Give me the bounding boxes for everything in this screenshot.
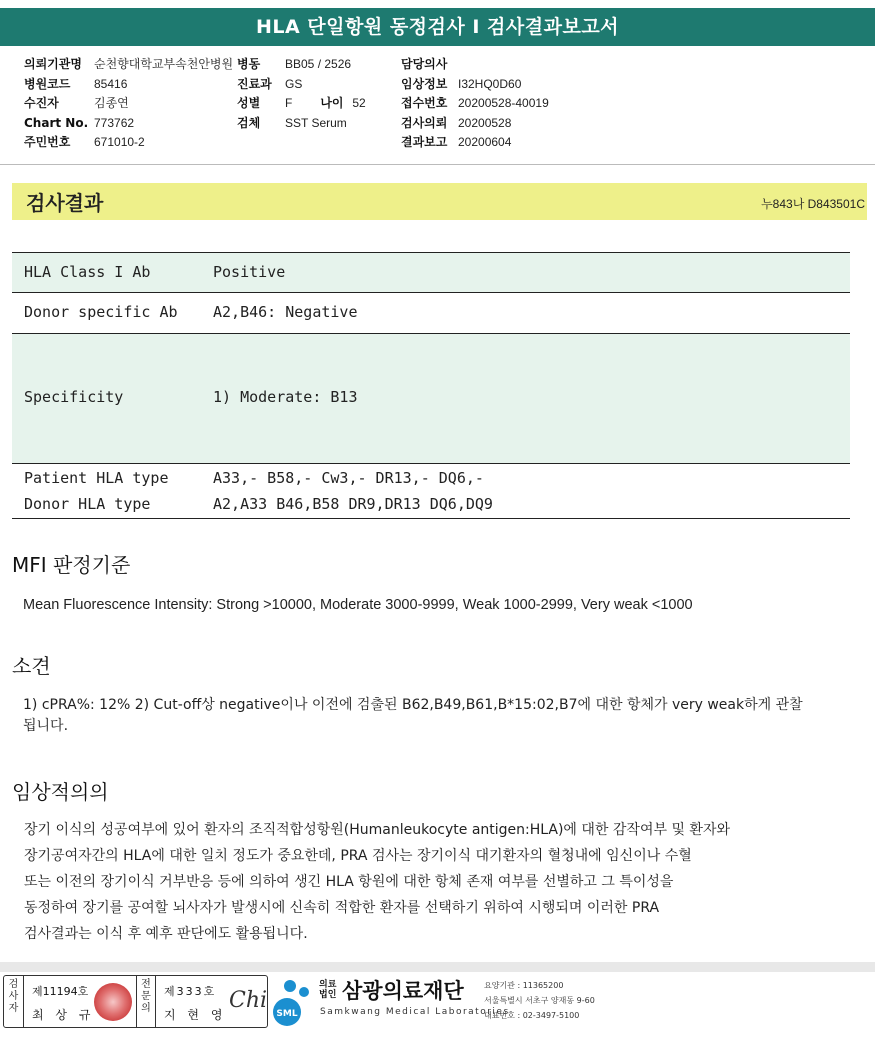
result-header-bar (12, 183, 867, 220)
table-bottom-border (12, 518, 850, 519)
company-info-line: 요양기관 : 11365200 (484, 981, 564, 990)
info-value: F (285, 96, 293, 110)
clinical-line: 동정하여 장기를 공여할 뇌사자가 발생시에 신속히 적합한 환자를 선택하기 위하여 시행되며 이러한 PRA (24, 900, 660, 916)
info-label: 결과보고 (401, 135, 448, 149)
signature-box (3, 975, 268, 1028)
row-value: A33,- B58,- Cw3,- DR13,- DQ6,- (213, 469, 484, 487)
row-value: Positive (213, 263, 286, 281)
mfi-heading: MFI 판정기준 (12, 553, 131, 577)
table-row (12, 292, 850, 333)
info-label: 임상정보 (401, 76, 448, 91)
info-value: 671010-2 (94, 135, 145, 149)
info-label: 검사의뢰 (401, 115, 448, 130)
divider (0, 164, 875, 165)
row-key: Donor specific Ab (24, 303, 178, 321)
seal-stamp (94, 983, 132, 1021)
footer-divider (0, 962, 875, 972)
specialist-label: 전문의 (136, 976, 156, 1027)
age-value: 52 (352, 96, 366, 110)
signature: Chi (229, 988, 268, 1013)
info-label: 성별 (237, 96, 261, 110)
specialist-name: 지 현 영 (164, 1008, 227, 1022)
info-value: GS (285, 76, 303, 91)
logo-small-text: 의료법인 (319, 980, 337, 1000)
mfi-text: Mean Fluorescence Intensity: Strong >10000, Moderate 3000-9999, Weak 1000-2999, Very weak <1000 (23, 597, 693, 613)
clinical-line: 장기 이식의 성공여부에 있어 환자의 조직적합성항원(Humanleukocyte antigen:HLA)에 대한 감작여부 및 환자와 (24, 822, 730, 838)
row-key: Donor HLA type (24, 495, 151, 513)
info-value: SST Serum (285, 115, 347, 130)
result-title: 검사결과 (26, 191, 104, 215)
row-value: A2,B46: Negative (213, 303, 358, 321)
info-label: 진료과 (237, 76, 272, 91)
info-value: 순천향대학교부속천안병원 (94, 57, 234, 71)
info-value: I32HQ0D60 (458, 76, 522, 91)
info-value: 20200528 (458, 115, 512, 130)
logo-mark-text: SML (276, 1009, 298, 1019)
clinical-line: 또는 이전의 장기이식 거부반응 등에 의하여 생긴 HLA 항원에 대한 항체 존재 여부를 선별하고 그 특이성을 (24, 874, 674, 890)
opinion-text-line2: 됩니다. (23, 718, 69, 734)
sml-logo-icon (272, 977, 316, 1027)
info-label: 접수번호 (401, 96, 448, 110)
row-key: Patient HLA type (24, 469, 169, 487)
logo-english: Samkwang Medical Laboratories (320, 1007, 510, 1017)
row-key: HLA Class I Ab (24, 263, 151, 281)
patient-info-col3 (401, 55, 549, 153)
inspector-name: 최 상 규 (32, 1008, 95, 1022)
clinical-heading: 임상적의의 (12, 780, 109, 804)
info-value: 85416 (94, 76, 128, 91)
info-label: 병동 (237, 57, 261, 71)
inspector-license: 제11194호 (32, 985, 89, 998)
info-value: BB05 / 2526 (285, 57, 352, 71)
clinical-line: 검사결과는 이식 후 예후 판단에도 활용됩니다. (24, 926, 308, 942)
specialist-license: 제333호 (164, 985, 217, 998)
table-row (12, 252, 850, 292)
info-label: 수진자 (24, 96, 59, 110)
info-value: 20200604 (458, 135, 512, 149)
table-row (12, 463, 850, 518)
patient-info-col1 (24, 55, 233, 153)
info-value: 20200528-40019 (458, 96, 549, 110)
row-value: A2,A33 B46,B58 DR9,DR13 DQ6,DQ9 (213, 495, 493, 513)
info-value: 김종연 (94, 96, 129, 110)
row-key: Specificity (24, 388, 124, 406)
info-label: 병원코드 (24, 76, 71, 91)
info-label: Chart No. (24, 115, 89, 130)
report-title: HLA 단일항원 동정검사 I 검사결과보고서 (0, 8, 875, 46)
info-label: 검체 (237, 115, 261, 130)
patient-info-col2 (237, 55, 366, 133)
info-value: 773762 (94, 115, 135, 130)
company-info-line: 대표번호 : 02-3497-5100 (484, 1011, 580, 1020)
inspector-label: 검사자 (4, 976, 24, 1027)
clinical-text (24, 817, 730, 947)
company-info (484, 978, 595, 1023)
opinion-heading: 소견 (12, 654, 51, 678)
clinical-line: 장기공여자간의 HLA에 대한 일치 정도가 중요한데, PRA 검사는 장기이식 대기환자의 혈청내에 임신이나 수혈 (24, 848, 692, 864)
row-value: 1) Moderate: B13 (213, 388, 358, 406)
table-row (12, 333, 850, 463)
result-code: 누843나 D843501C (761, 197, 865, 211)
opinion-text-line1: 1) cPRA%: 12% 2) Cut-off상 negative이나 이전에 검출된 B62,B49,B61,B*15:02,B7에 대한 항체가 very weak하게 관찰 (23, 697, 803, 713)
age-label: 나이 (320, 96, 344, 110)
company-info-line: 서울특별시 서초구 양재동 9-60 (484, 996, 595, 1005)
info-label: 담당의사 (401, 57, 448, 71)
info-label: 의뢰기관명 (24, 57, 82, 71)
logo-name: 삼광의료재단 (342, 979, 464, 1003)
info-label: 주민번호 (24, 135, 71, 149)
